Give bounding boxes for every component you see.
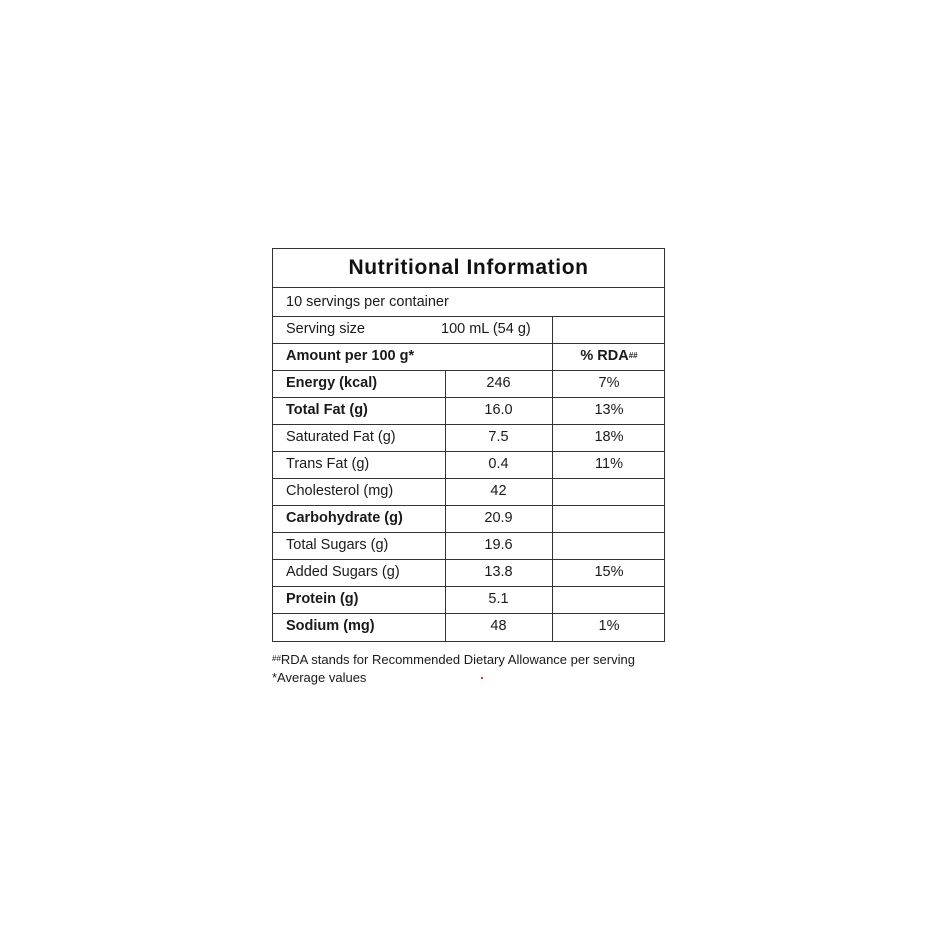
servings-per-container: 10 servings per container	[286, 294, 449, 310]
row-label-total-sugars: Total Sugars (g)	[286, 537, 389, 553]
row-value-energy: 246	[486, 375, 511, 391]
row-label-total-fat: Total Fat (g)	[286, 402, 368, 418]
row-rda-energy: 7%	[598, 375, 620, 391]
row-rda-cholesterol	[552, 478, 666, 505]
row-value-total-sugars: 19.6	[484, 537, 513, 553]
row-value-sodium: 48	[490, 618, 507, 634]
footnote-rda-text: RDA stands for Recommended Dietary Allowance per serving	[280, 652, 635, 667]
row-label-saturated-fat: Saturated Fat (g)	[286, 429, 396, 445]
rda-header	[552, 343, 666, 370]
row-value-added-sugars: 13.8	[484, 564, 513, 580]
row-label-protein: Protein (g)	[286, 591, 359, 607]
footnote-rda-mark: ##	[272, 654, 281, 663]
row-rda-saturated-fat: 18%	[594, 429, 624, 445]
row-label-added-sugars: Added Sugars (g)	[286, 564, 400, 580]
row-label-energy: Energy (kcal)	[286, 375, 378, 391]
row-label-trans-fat: Trans Fat (g)	[286, 456, 370, 472]
nutrition-table	[272, 248, 665, 642]
row-label-sodium: Sodium (mg)	[286, 618, 375, 634]
stray-red-mark	[481, 677, 483, 679]
row-rda-total-sugars	[552, 532, 666, 559]
amount-header: Amount per 100 g*	[286, 348, 415, 364]
row-rda-sodium: 1%	[598, 618, 620, 634]
row-rda-total-fat: 13%	[594, 402, 624, 418]
footnote-rda	[272, 651, 635, 669]
row-label-carbohydrate: Carbohydrate (g)	[286, 510, 403, 526]
rda-header-mark: ##	[628, 351, 638, 360]
row-label-cholesterol: Cholesterol (mg)	[286, 483, 394, 499]
row-rda-carbohydrate	[552, 505, 666, 532]
row-value-saturated-fat: 7.5	[488, 429, 509, 445]
table-title: Nutritional Information	[348, 256, 589, 279]
footnote-average: *Average values	[272, 670, 367, 685]
row-value-cholesterol: 42	[490, 483, 507, 499]
row-rda-added-sugars: 15%	[594, 564, 624, 580]
row-rda-protein	[552, 586, 666, 613]
row-value-protein: 5.1	[488, 591, 509, 607]
row-rda-trans-fat: 11%	[595, 456, 623, 472]
serving-size-label: Serving size	[286, 321, 365, 337]
row-value-total-fat: 16.0	[484, 402, 513, 418]
rda-header-label: % RDA	[580, 348, 629, 364]
row-value-trans-fat: 0.4	[488, 456, 509, 472]
serving-size-value: 100 mL (54 g)	[441, 321, 531, 337]
row-value-carbohydrate: 20.9	[484, 510, 513, 526]
